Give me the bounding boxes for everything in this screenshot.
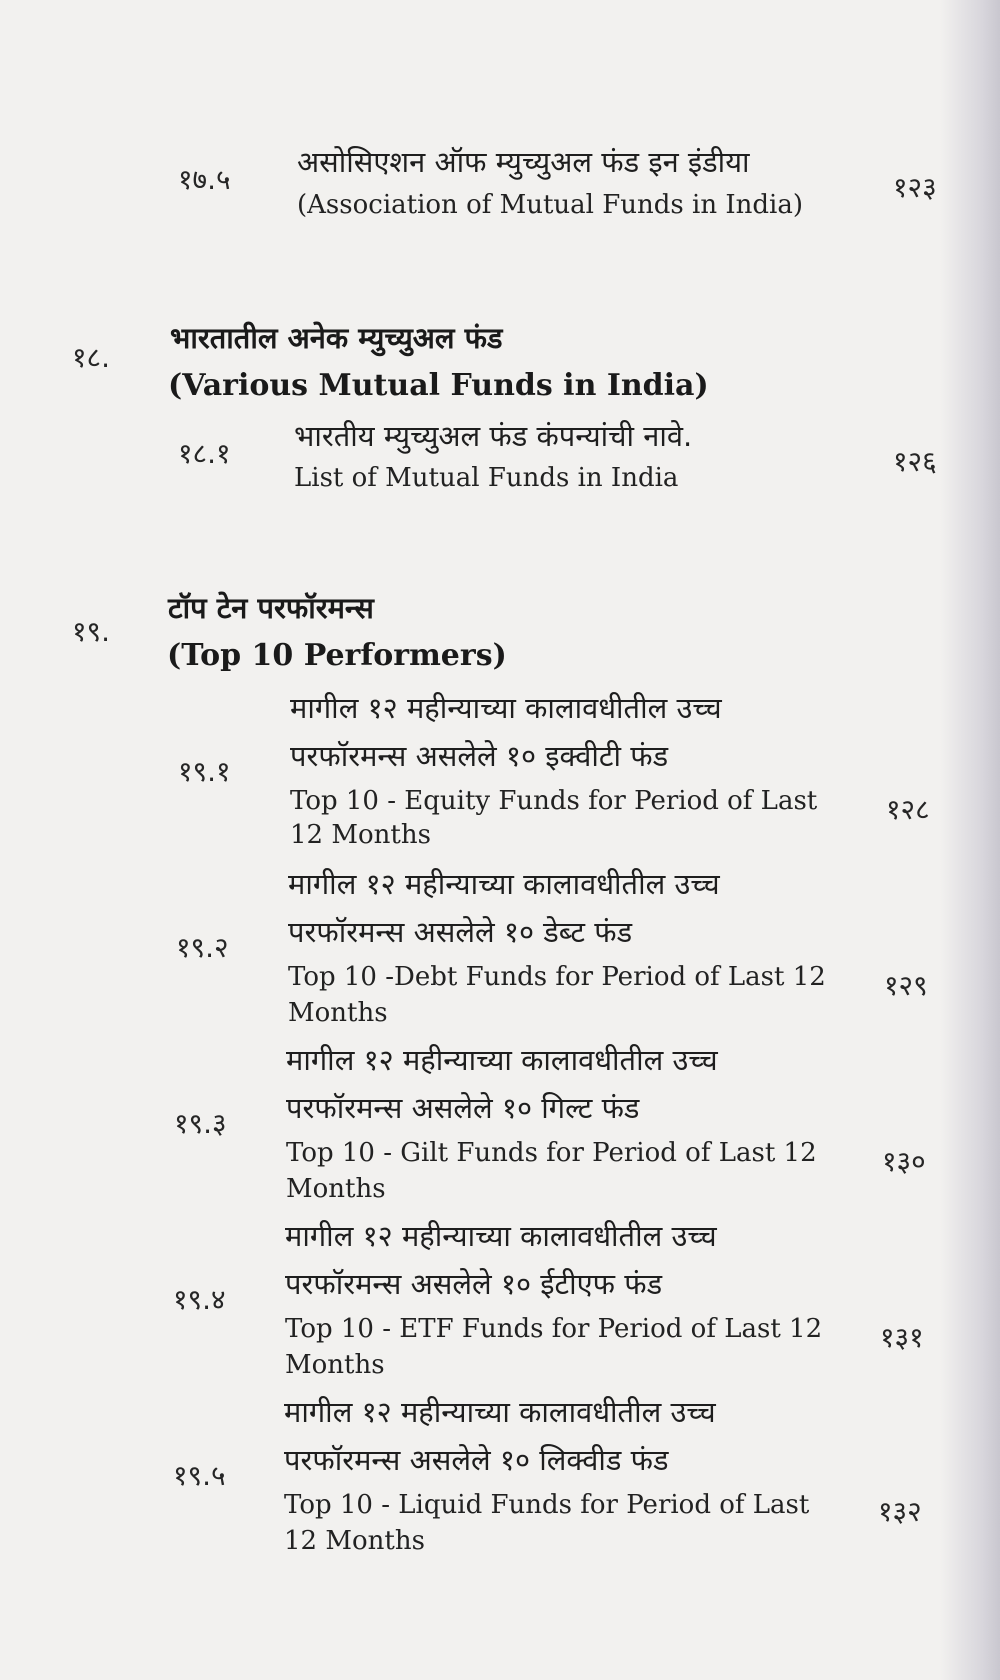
section-title-marathi-line2: परफॉरमन्स असलेले १० ईटीएफ फंड (285, 1267, 663, 1301)
page-number: १३२ (878, 1495, 922, 1528)
section-title-marathi-line1: मागील १२ महीन्याच्या कालावधीतील उच्च (286, 1043, 718, 1077)
section-title-marathi: असोसिएशन ऑफ म्युच्युअल फंड इन इंडीया (297, 145, 750, 179)
section-title-english-line1: Top 10 - Gilt Funds for Period of Last 12 (286, 1138, 817, 1168)
section-number: १९.३ (174, 1107, 227, 1140)
section-number: १९.५ (173, 1459, 226, 1492)
section-title-english-line2: Months (286, 1174, 386, 1204)
chapter-title-english: (Top 10 Performers) (167, 638, 507, 673)
section-number: १८.१ (178, 437, 231, 470)
chapter-title-marathi: भारतातील अनेक म्युच्युअल फंड (170, 321, 503, 355)
section-title-english-line2: 12 Months (284, 1526, 425, 1556)
section-number: १७.५ (178, 163, 231, 196)
page-number: १२९ (884, 969, 928, 1002)
section-title-marathi: भारतीय म्युच्युअल फंड कंपन्यांची नावे. (294, 419, 693, 453)
section-title-marathi-line1: मागील १२ महीन्याच्या कालावधीतील उच्च (290, 691, 722, 725)
page-number: १२८ (886, 793, 930, 826)
chapter-title-english: (Various Mutual Funds in India) (168, 368, 709, 403)
section-number: १९.२ (176, 931, 229, 964)
chapter-title-marathi: टॉप टेन परफॉरमन्स (168, 591, 374, 625)
page-number: १३० (882, 1145, 926, 1178)
section-title-marathi-line2: परफॉरमन्स असलेले १० डेब्ट फंड (288, 915, 633, 949)
section-title-marathi-line2: परफॉरमन्स असलेले १० इक्वीटी फंड (290, 739, 669, 773)
section-title-marathi-line2: परफॉरमन्स असलेले १० लिक्वीड फंड (284, 1443, 669, 1477)
section-title-marathi-line1: मागील १२ महीन्याच्या कालावधीतील उच्च (285, 1219, 717, 1253)
section-title-marathi-line1: मागील १२ महीन्याच्या कालावधीतील उच्च (288, 867, 720, 901)
section-title-english-line1: Top 10 - Liquid Funds for Period of Last (284, 1490, 810, 1520)
page-number: १२३ (893, 171, 937, 204)
section-title-english-line2: Months (285, 1350, 385, 1380)
section-title-marathi-line2: परफॉरमन्स असलेले १० गिल्ट फंड (286, 1091, 640, 1125)
section-title-english-line1: Top 10 - Equity Funds for Period of Last (290, 786, 818, 816)
chapter-number: १९. (72, 615, 111, 648)
section-title-english-line1: Top 10 -Debt Funds for Period of Last 12 (288, 962, 826, 992)
chapter-number: १८. (72, 341, 111, 374)
section-title-english: (Association of Mutual Funds in India) (297, 190, 803, 220)
section-title-english-line2: Months (288, 998, 388, 1028)
section-number: १९.४ (173, 1283, 226, 1316)
section-title-english-line2: 12 Months (290, 820, 431, 850)
section-number: १९.१ (178, 755, 231, 788)
section-title-marathi-line1: मागील १२ महीन्याच्या कालावधीतील उच्च (284, 1395, 716, 1429)
page-number: १२६ (893, 445, 937, 478)
section-title-english-line1: Top 10 - ETF Funds for Period of Last 12 (285, 1314, 823, 1344)
page-number: १३१ (880, 1321, 924, 1354)
section-title-english: List of Mutual Funds in India (294, 463, 679, 493)
page-edge-shadow (940, 0, 1000, 1680)
